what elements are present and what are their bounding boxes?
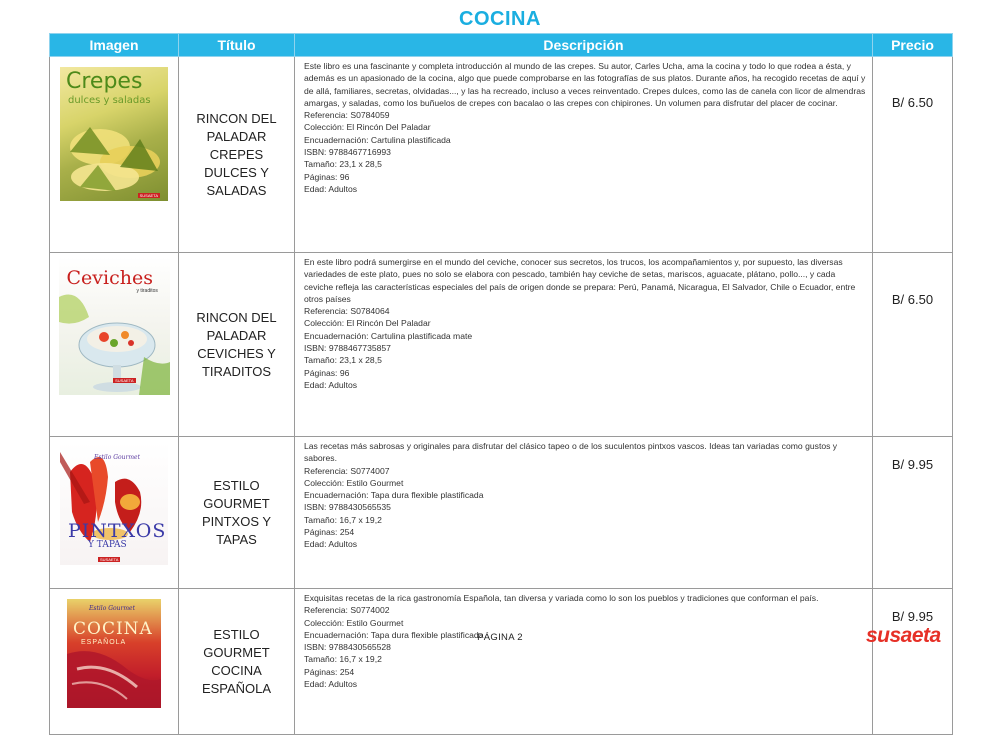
book-price: B/ 9.95 (873, 589, 953, 735)
reference: Referencia: S0774007 (304, 465, 390, 476)
cover-series: Estilo Gourmet (94, 454, 141, 461)
cover-subtitle: dulces y saladas (68, 95, 151, 106)
cover-title: COCINA (73, 619, 153, 639)
size: Tamaño: 23,1 x 28,5 (304, 355, 382, 366)
reference: Referencia: S0774002 (304, 605, 390, 616)
book-cover-crepes[interactable] (60, 67, 168, 201)
cover-title: Crepes (66, 69, 143, 94)
isbn: ISBN: 9788430565528 (304, 642, 391, 653)
description-text: Exquisitas recetas de la rica gastronomía Española, tan diversa y variada como lo son los pueblos y tradiciones que conforman el país. (304, 593, 819, 603)
size: Tamaño: 16,7 x 19,2 (304, 514, 382, 525)
table-header-row (50, 34, 953, 57)
age: Edad: Adultos (304, 379, 358, 390)
collection: Colección: Estilo Gourmet (304, 617, 404, 628)
header-image: Imagen (50, 34, 179, 57)
isbn: ISBN: 9788467716993 (304, 147, 391, 158)
isbn: ISBN: 9788467735857 (304, 343, 391, 354)
book-price: B/ 6.50 (873, 57, 953, 253)
image-cell (50, 437, 179, 589)
brand-logo: susaeta (866, 624, 941, 647)
book-description (295, 437, 873, 589)
size: Tamaño: 16,7 x 19,2 (304, 654, 382, 665)
book-price: B/ 9.95 (873, 437, 953, 589)
pages: Páginas: 96 (304, 367, 350, 378)
cover-publisher: SUSAETA (139, 193, 158, 198)
pages: Páginas: 96 (304, 171, 350, 182)
pages: Páginas: 254 (304, 527, 355, 538)
header-price: Precio (873, 34, 953, 57)
image-cell (50, 253, 179, 437)
book-price: B/ 6.50 (873, 253, 953, 437)
binding: Encuadernación: Tapa dura flexible plastificada (304, 490, 484, 501)
age: Edad: Adultos (304, 539, 358, 550)
image-cell (50, 589, 179, 735)
header-title: Título (179, 34, 295, 57)
collection: Colección: El Rincón Del Paladar (304, 122, 431, 133)
size: Tamaño: 23,1 x 28,5 (304, 159, 382, 170)
book-title: RINCON DEL PALADAR CEVICHES Y TIRADITOS (179, 253, 295, 437)
cover-publisher: SUSAETA (100, 557, 119, 562)
cover-title: PINTXOS (68, 520, 167, 542)
cover-subtitle: y tiraditos (136, 288, 158, 294)
binding: Encuadernación: Cartulina plastificada mate (304, 330, 473, 341)
table-row (50, 253, 953, 437)
pages: Páginas: 254 (304, 666, 355, 677)
book-description (295, 57, 873, 253)
cover-subtitle: Y TAPAS (88, 540, 127, 550)
reference: Referencia: S0784059 (304, 110, 390, 121)
cover-title: Ceviches (66, 267, 153, 289)
page-number: PÁGINA 2 (477, 632, 523, 643)
header-description: Descripción (295, 34, 873, 57)
table-row (50, 589, 953, 735)
table-row (50, 437, 953, 589)
image-cell (50, 57, 179, 253)
isbn: ISBN: 9788430565535 (304, 502, 391, 513)
description-text: En este libro podrá sumergirse en el mundo del ceviche, conocer sus secretos, los trucos, los acompañamientos y, por supuesto, las diversas variedades de este plato, pues no solo se elabora con pescado, también hay ceviche de setas, mariscos, aguacate, plátano, pollo..., y cada ceviche refleja las características especiales del país de origen donde se prepara: Perú, Panamá, Nicaragua, El Salvador, Chile o Ecuador, entre otros países (304, 257, 856, 304)
book-description (295, 589, 873, 735)
book-title: ESTILO GOURMET PINTXOS Y TAPAS (179, 437, 295, 589)
page-title: COCINA (459, 8, 541, 30)
age: Edad: Adultos (304, 183, 358, 194)
description-text: Este libro es una fascinante y completa introducción al mundo de las crepes. Su autor, Carles Ucha, ama la cocina y todo lo que rodea a ésta, y además es un apasionado de la cocina, algo que puede comprobarse en las fotografías de sus platos. Durante años, ha recogido recetas de aquí y de allá, familiares, secretas, olvidadas..., y las ha recreado, incluso a veces reinventado. Crepes dulces, como las de canela con licor de almendras amargas, y saladas, como los buñuelos de crepes con bacalao o las crepes con chipirones. Un volumen para disfrutar del placer de cocinar. (304, 61, 866, 108)
description-text: Las recetas más sabrosas y originales para disfrutar del clásico tapeo o de los suculentos pintxos vascos. Ideas tan variadas como gustos y sabores. (304, 441, 838, 464)
collection: Colección: Estilo Gourmet (304, 477, 404, 488)
binding: Encuadernación: Tapa dura flexible plastificada (304, 629, 484, 640)
book-description (295, 253, 873, 437)
collection: Colección: El Rincón Del Paladar (304, 318, 431, 329)
reference: Referencia: S0784064 (304, 306, 390, 317)
book-cover-ceviches[interactable] (59, 257, 170, 395)
cover-subtitle: ESPAÑOLA (81, 639, 127, 646)
book-cover-pintxos[interactable] (60, 442, 168, 565)
catalog-table (49, 33, 953, 735)
cover-publisher: SUSAETA (115, 378, 134, 383)
cover-series: Estilo Gourmet (89, 605, 136, 612)
age: Edad: Adultos (304, 679, 358, 690)
table-row (50, 57, 953, 253)
book-title: ESTILO GOURMET COCINA ESPAÑOLA (179, 589, 295, 735)
book-title: RINCON DEL PALADAR CREPES DULCES Y SALADAS (179, 57, 295, 253)
binding: Encuadernación: Cartulina plastificada (304, 134, 451, 145)
